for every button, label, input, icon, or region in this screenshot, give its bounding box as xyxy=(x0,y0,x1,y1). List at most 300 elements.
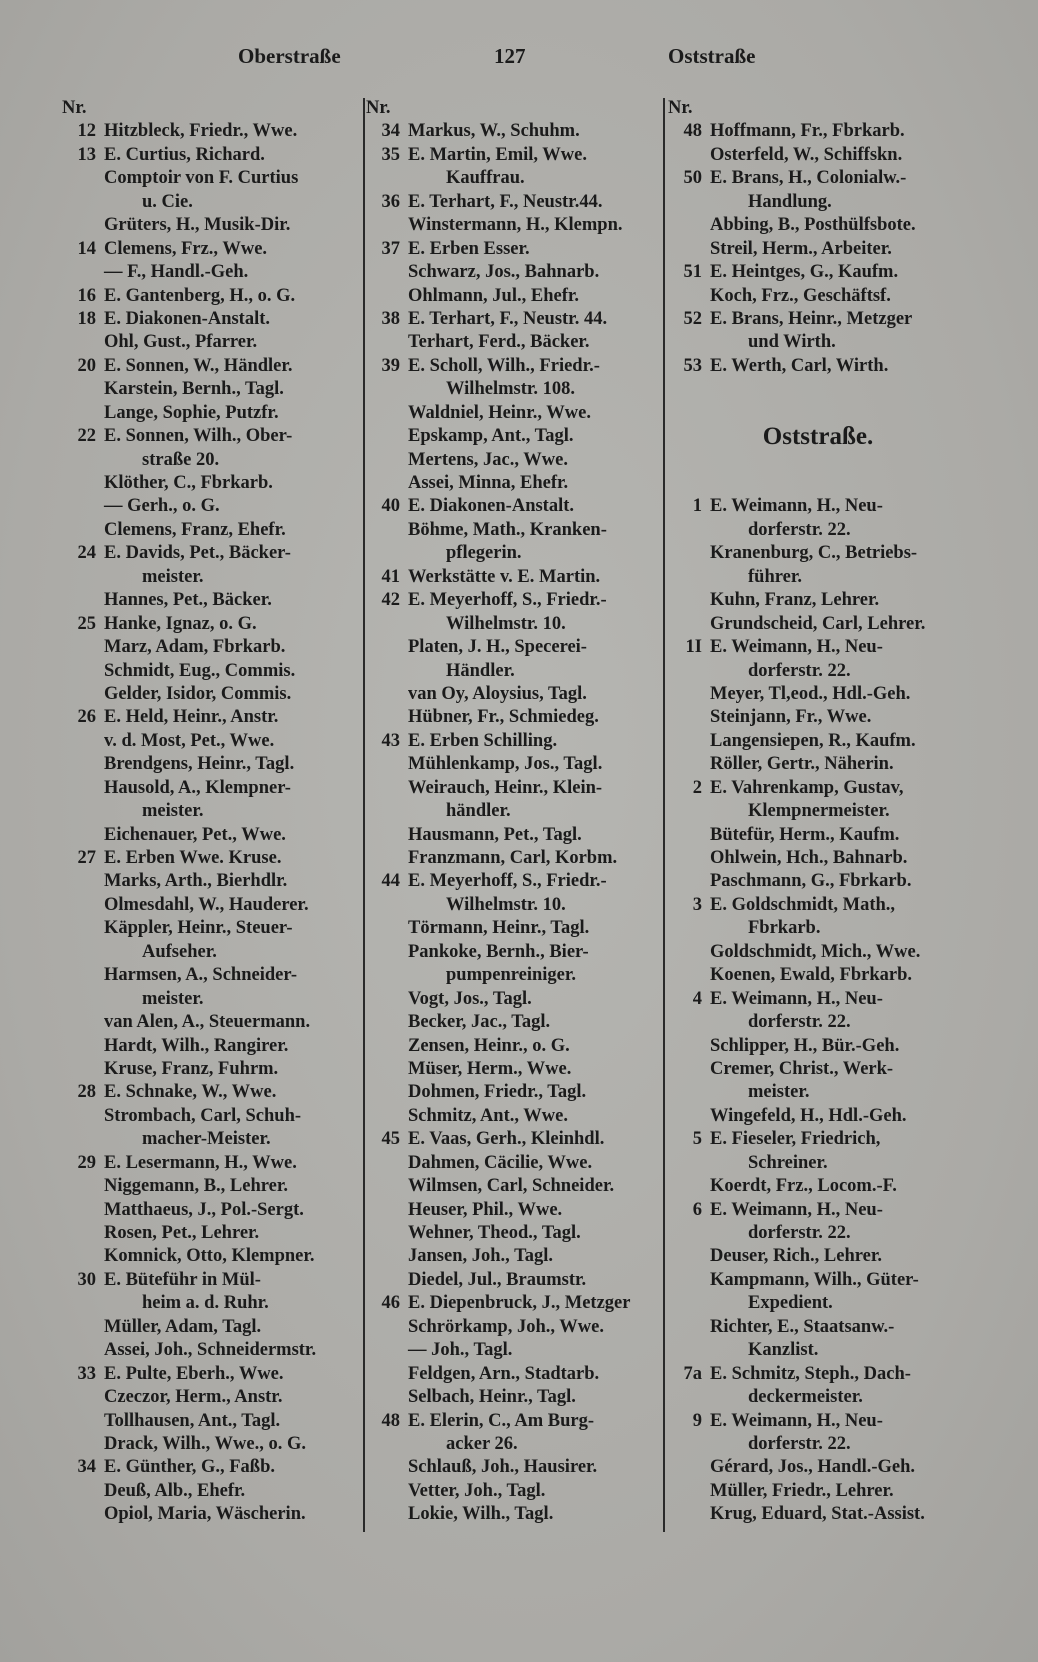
entry-continuation xyxy=(668,1339,968,1362)
entry-text: Wingefeld, H., Hdl.-Geh. xyxy=(710,1105,907,1126)
directory-entry xyxy=(62,331,358,354)
entry-text: Gelder, Isidor, Commis. xyxy=(104,683,292,704)
directory-entry xyxy=(668,964,968,987)
directory-entry xyxy=(668,870,968,893)
directory-entry xyxy=(366,1175,660,1198)
entry-continuation xyxy=(62,1292,358,1315)
entry-text: Krug, Eduard, Stat.-Assist. xyxy=(710,1504,925,1525)
entry-text: Mertens, Jac., Wwe. xyxy=(408,449,568,470)
entry-continuation xyxy=(366,660,660,683)
house-number: 48 xyxy=(381,1410,400,1431)
entry-continuation xyxy=(668,917,968,940)
entry-text: Platen, J. H., Specerei- xyxy=(408,637,587,658)
entry-text: Kruse, Franz, Fuhrm. xyxy=(104,1058,279,1079)
directory-entry xyxy=(62,1480,358,1503)
directory-entry xyxy=(62,1081,358,1104)
entry-text: Schlauß, Joh., Hausirer. xyxy=(408,1457,598,1478)
directory-entry xyxy=(62,120,358,143)
directory-entry xyxy=(366,144,660,167)
house-number: 30 xyxy=(77,1269,96,1290)
directory-entry xyxy=(668,753,968,776)
entry-continuation xyxy=(668,1222,968,1245)
directory-entry xyxy=(366,355,660,378)
directory-entry xyxy=(668,730,968,753)
entry-text: Müser, Herm., Wwe. xyxy=(408,1058,572,1079)
entry-text: Comptoir von F. Curtius xyxy=(104,168,299,189)
directory-entry xyxy=(366,941,660,964)
directory-entry xyxy=(62,1152,358,1175)
directory-entry xyxy=(366,1480,660,1503)
entry-text: Koch, Frz., Geschäftsf. xyxy=(710,285,891,306)
directory-entry xyxy=(366,449,660,472)
entry-text: E. Terhart, F., Neustr. 44. xyxy=(408,308,608,329)
directory-entry xyxy=(366,1011,660,1034)
directory-entry xyxy=(62,472,358,495)
directory-entry xyxy=(366,402,660,425)
entry-text: E. Davids, Pet., Bäcker- xyxy=(104,543,291,564)
entry-text: E. Terhart, F., Neustr.44. xyxy=(408,191,603,212)
entry-text: Hannes, Pet., Bäcker. xyxy=(104,590,272,611)
house-number: 14 xyxy=(77,238,96,259)
directory-entry xyxy=(62,847,358,870)
directory-entry xyxy=(668,261,968,284)
house-number: 34 xyxy=(381,121,400,142)
house-number: 40 xyxy=(381,496,400,517)
entry-continuation xyxy=(668,191,968,214)
directory-entry xyxy=(62,753,358,776)
house-number: 37 xyxy=(381,238,400,259)
entry-text: Tollhausen, Ant., Tagl. xyxy=(104,1410,281,1431)
entry-text: van Alen, A., Steuermann. xyxy=(104,1012,311,1033)
house-number: 5 xyxy=(692,1129,702,1150)
directory-entry xyxy=(668,1456,968,1479)
house-number: 22 xyxy=(77,426,96,447)
house-number: Nr. xyxy=(668,98,693,118)
house-number: 4 xyxy=(692,988,702,1009)
directory-entry xyxy=(62,777,358,800)
directory-entry xyxy=(668,542,968,565)
blank-line xyxy=(668,449,968,472)
directory-entry xyxy=(668,144,968,167)
directory-entry xyxy=(668,308,968,331)
directory-entry xyxy=(62,402,358,425)
entry-text: Schreiner. xyxy=(748,1152,828,1173)
entry-text: E. Brans, H., Colonialw.- xyxy=(710,168,907,189)
entry-text: Hübner, Fr., Schmiedeg. xyxy=(408,707,599,728)
blank-line xyxy=(668,378,968,401)
entry-text: Winstermann, H., Klempn. xyxy=(408,215,623,236)
entry-text: Heuser, Phil., Wwe. xyxy=(408,1199,563,1220)
entry-continuation xyxy=(366,378,660,401)
directory-entry xyxy=(62,1269,358,1292)
directory-entry xyxy=(668,847,968,870)
entry-text: v. d. Most, Pet., Wwe. xyxy=(104,730,275,751)
directory-entry xyxy=(366,1081,660,1104)
entry-continuation xyxy=(668,1152,968,1175)
directory-entry xyxy=(668,1035,968,1058)
directory-entry xyxy=(62,1035,358,1058)
entry-continuation xyxy=(366,613,660,636)
entry-text: Vogt, Jos., Tagl. xyxy=(408,988,532,1009)
directory-entry xyxy=(366,1058,660,1081)
directory-entry xyxy=(668,1503,968,1526)
entry-text: Niggemann, B., Lehrer. xyxy=(104,1176,288,1197)
entry-continuation xyxy=(668,1433,968,1456)
directory-entry xyxy=(668,214,968,237)
entry-text: Koerdt, Frz., Locom.-F. xyxy=(710,1176,897,1197)
directory-entry xyxy=(62,1503,358,1526)
entry-text: Clemens, Franz, Ehefr. xyxy=(104,519,286,540)
directory-entry xyxy=(62,308,358,331)
directory-entry xyxy=(62,613,358,636)
entry-text: Marz, Adam, Fbrkarb. xyxy=(104,637,286,658)
blank-line xyxy=(668,402,968,425)
directory-entry xyxy=(366,1292,660,1315)
entry-text: acker 26. xyxy=(446,1433,518,1454)
directory-entry xyxy=(366,1128,660,1151)
directory-entry xyxy=(668,167,968,190)
directory-entry xyxy=(668,1105,968,1128)
entry-text: meister. xyxy=(142,801,204,822)
street-heading: Oststraße. xyxy=(762,423,874,451)
entry-text: Rosen, Pet., Lehrer. xyxy=(104,1223,260,1243)
entry-text: Karstein, Bernh., Tagl. xyxy=(104,379,284,400)
house-number: 36 xyxy=(381,191,400,212)
entry-text: Hoffmann, Fr., Fbrkarb. xyxy=(710,121,905,142)
entry-text: Jansen, Joh., Tagl. xyxy=(408,1246,553,1267)
blank-line xyxy=(668,472,968,495)
directory-entry xyxy=(668,1175,968,1198)
entry-text: Müller, Adam, Tagl. xyxy=(104,1316,262,1337)
directory-entry xyxy=(668,613,968,636)
entry-text: E. Sonnen, W., Händler. xyxy=(104,355,293,376)
entry-text: Terhart, Ferd., Bäcker. xyxy=(408,332,590,353)
directory-entry xyxy=(62,1386,358,1409)
directory-entry xyxy=(62,144,358,167)
directory-entry xyxy=(62,870,358,893)
entry-text: Deuser, Rich., Lehrer. xyxy=(710,1246,882,1267)
directory-entry xyxy=(668,120,968,143)
directory-entry xyxy=(62,894,358,917)
entry-text: — Joh., Tagl. xyxy=(408,1340,513,1361)
entry-text: macher-Meister. xyxy=(142,1129,271,1150)
house-number: 38 xyxy=(381,308,400,329)
entry-text: E. Goldschmidt, Math., xyxy=(710,894,896,915)
entry-text: E. Vaas, Gerh., Kleinhdl. xyxy=(408,1129,605,1150)
entry-text: Grüters, H., Musik-Dir. xyxy=(104,215,291,236)
entry-continuation xyxy=(366,800,660,823)
entry-text: Hanke, Ignaz, o. G. xyxy=(104,613,257,634)
entry-text: Assei, Minna, Ehefr. xyxy=(408,473,569,493)
directory-entry xyxy=(668,941,968,964)
entry-continuation xyxy=(668,660,968,683)
directory-entry xyxy=(366,777,660,800)
entry-text: Kampmann, Wilh., Güter- xyxy=(710,1269,919,1290)
directory-entry xyxy=(62,683,358,706)
house-number: 3 xyxy=(692,894,702,915)
house-number: 1I xyxy=(685,637,702,658)
entry-continuation xyxy=(62,1128,358,1151)
entry-text: Zensen, Heinr., o. G. xyxy=(408,1035,570,1056)
directory-entry xyxy=(668,589,968,612)
entry-text: Pankoke, Bernh., Bier- xyxy=(408,941,589,962)
entry-text: Richter, E., Staatsanw.- xyxy=(710,1316,895,1337)
entry-text: Müller, Friedr., Lehrer. xyxy=(710,1480,894,1501)
house-number: 6 xyxy=(692,1199,702,1220)
house-number: Nr. xyxy=(62,98,87,118)
entry-text: E. Sonnen, Wilh., Ober- xyxy=(104,426,293,447)
entry-text: E. Büteführ in Mül- xyxy=(104,1269,261,1290)
entry-text: E. Pulte, Eberh., Wwe. xyxy=(104,1363,284,1384)
directory-entry xyxy=(366,917,660,940)
directory-entry xyxy=(62,495,358,518)
entry-text: Dahmen, Cäcilie, Wwe. xyxy=(408,1152,593,1173)
entry-text: Händler. xyxy=(446,660,515,681)
directory-entry xyxy=(62,1105,358,1128)
entry-text: E. Curtius, Richard. xyxy=(104,144,265,165)
directory-entry xyxy=(668,1316,968,1339)
entry-text: Drack, Wilh., Wwe., o. G. xyxy=(104,1433,306,1454)
entry-text: E. Meyerhoff, S., Friedr.- xyxy=(408,871,607,892)
entry-text: Ohlwein, Hch., Bahnarb. xyxy=(710,848,908,868)
house-number: 13 xyxy=(77,144,96,165)
entry-text: Handlung. xyxy=(748,191,832,212)
entry-text: Streil, Herm., Arbeiter. xyxy=(710,238,892,259)
directory-entry xyxy=(366,1363,660,1386)
entry-text: Schmidt, Eug., Commis. xyxy=(104,660,296,681)
directory-entry xyxy=(62,1339,358,1362)
directory-entry xyxy=(668,683,968,706)
directory-entry xyxy=(668,1058,968,1081)
house-number: 43 xyxy=(381,730,400,751)
directory-entry xyxy=(366,191,660,214)
entry-text: Langensiepen, R., Kaufm. xyxy=(710,730,916,751)
entry-text: Schlipper, H., Bür.-Geh. xyxy=(710,1035,900,1056)
entry-text: Eichenauer, Pet., Wwe. xyxy=(104,824,286,845)
directory-entry xyxy=(62,1456,358,1479)
directory-entry xyxy=(668,894,968,917)
entry-text: Olmesdahl, W., Hauderer. xyxy=(104,894,309,915)
entry-continuation xyxy=(668,800,968,823)
entry-text: E. Weimann, H., Neu- xyxy=(710,1410,883,1431)
entry-text: Epskamp, Ant., Tagl. xyxy=(408,426,574,447)
entry-text: Aufseher. xyxy=(142,941,217,962)
directory-entry xyxy=(366,988,660,1011)
entry-text: Dohmen, Friedr., Tagl. xyxy=(408,1082,587,1103)
entry-continuation xyxy=(668,1292,968,1315)
entry-text: heim a. d. Ruhr. xyxy=(142,1293,269,1314)
house-number: 44 xyxy=(381,871,400,892)
directory-entry xyxy=(62,1433,358,1456)
house-number: 12 xyxy=(77,121,96,142)
directory-entry xyxy=(366,285,660,308)
directory-entry xyxy=(366,425,660,448)
entry-text: E. Diakonen-Anstalt. xyxy=(104,308,271,329)
directory-entry xyxy=(366,214,660,237)
house-number: 24 xyxy=(77,543,96,564)
entry-text: Törmann, Heinr., Tagl. xyxy=(408,918,590,939)
entry-text: pumpenreiniger. xyxy=(446,965,577,986)
directory-entry xyxy=(62,1011,358,1034)
entry-text: E. Vahrenkamp, Gustav, xyxy=(710,777,904,798)
entry-text: E. Elerin, C., Am Burg- xyxy=(408,1410,595,1431)
entry-text: händler. xyxy=(446,801,511,822)
entry-continuation xyxy=(366,894,660,917)
entry-text: E. Heintges, G., Kaufm. xyxy=(710,262,899,283)
entry-text: Goldschmidt, Mich., Wwe. xyxy=(710,941,921,962)
entry-text: Fbrkarb. xyxy=(748,918,821,939)
directory-entry xyxy=(62,589,358,612)
directory-entry xyxy=(366,1269,660,1292)
directory-entry xyxy=(366,495,660,518)
entry-text: Paschmann, G., Fbrkarb. xyxy=(710,871,912,892)
house-number: 27 xyxy=(77,848,96,868)
column-divider xyxy=(363,98,365,1532)
entry-continuation xyxy=(366,167,660,190)
running-head-left: Oberstraße xyxy=(238,44,341,68)
entry-continuation xyxy=(366,542,660,565)
directory-entry xyxy=(62,1175,358,1198)
entry-text: E. Fieseler, Friedrich, xyxy=(710,1129,881,1150)
entry-continuation xyxy=(62,988,358,1011)
directory-entry xyxy=(668,1363,968,1386)
house-number: 9 xyxy=(692,1410,702,1431)
house-number: 26 xyxy=(77,707,96,728)
entry-text: Vetter, Joh., Tagl. xyxy=(408,1480,546,1501)
entry-text: E. Schmitz, Steph., Dach- xyxy=(710,1363,911,1384)
directory-entry xyxy=(62,238,358,261)
entry-text: Kranenburg, C., Betriebs- xyxy=(710,543,918,564)
entry-text: Grundscheid, Carl, Lehrer. xyxy=(710,613,926,634)
directory-entry xyxy=(62,167,358,190)
house-number: 41 xyxy=(381,566,400,587)
directory-entry xyxy=(62,1316,358,1339)
column-divider xyxy=(663,98,665,1532)
directory-entry xyxy=(366,1316,660,1339)
entry-text: und Wirth. xyxy=(748,332,836,353)
entry-continuation xyxy=(366,964,660,987)
directory-entry xyxy=(62,1410,358,1433)
directory-entry xyxy=(62,519,358,542)
entry-text: Hitzbleck, Friedr., Wwe. xyxy=(104,121,298,142)
entry-text: E. Scholl, Wilh., Friedr.- xyxy=(408,355,600,376)
entry-text: — F., Handl.-Geh. xyxy=(104,262,249,283)
entry-continuation xyxy=(668,331,968,354)
directory-entry xyxy=(366,1386,660,1409)
entry-text: Röller, Gertr., Näherin. xyxy=(710,754,894,775)
entry-continuation xyxy=(62,191,358,214)
entry-text: Hardt, Wilh., Rangirer. xyxy=(104,1035,289,1056)
directory-entry xyxy=(668,285,968,308)
entry-text: meister. xyxy=(142,988,204,1009)
entry-text: E. Schnake, W., Wwe. xyxy=(104,1082,277,1103)
running-head-right: Oststraße xyxy=(668,44,756,68)
house-number: 52 xyxy=(683,308,702,329)
entry-text: Diedel, Jul., Braumstr. xyxy=(408,1269,587,1290)
entry-text: Strombach, Carl, Schuh- xyxy=(104,1105,302,1126)
entry-text: E. Erben Esser. xyxy=(408,238,530,259)
house-number: 2 xyxy=(692,777,702,798)
entry-text: E. Weimann, H., Neu- xyxy=(710,496,883,517)
directory-entry xyxy=(366,1152,660,1175)
house-number: 35 xyxy=(381,144,400,165)
entry-text: u. Cie. xyxy=(142,191,193,212)
entry-text: Hausmann, Pet., Tagl. xyxy=(408,824,582,845)
house-number: 7a xyxy=(683,1363,702,1384)
entry-text: Böhme, Math., Kranken- xyxy=(408,519,607,540)
directory-entry xyxy=(668,355,968,378)
entry-text: Wilhelmstr. 10. xyxy=(446,613,566,634)
entry-text: E. Meyerhoff, S., Friedr.- xyxy=(408,590,607,611)
directory-entry xyxy=(366,730,660,753)
directory-entry xyxy=(62,660,358,683)
entry-continuation xyxy=(62,449,358,472)
directory-entry xyxy=(668,1480,968,1503)
entry-text: Franzmann, Carl, Korbm. xyxy=(408,848,618,868)
entry-text: E. Weimann, H., Neu- xyxy=(710,1199,883,1220)
directory-entry xyxy=(668,1245,968,1268)
entry-text: Ohlmann, Jul., Ehefr. xyxy=(408,285,579,306)
house-number: 42 xyxy=(381,590,400,611)
column-header xyxy=(668,97,968,120)
entry-text: Schwarz, Jos., Bahnarb. xyxy=(408,262,600,283)
entry-text: Feldgen, Arn., Stadtarb. xyxy=(408,1363,600,1384)
entry-text: Selbach, Heinr., Tagl. xyxy=(408,1387,576,1408)
directory-entry xyxy=(668,988,968,1011)
entry-text: Abbing, B., Posthülfsbote. xyxy=(710,215,916,236)
entry-text: Kuhn, Franz, Lehrer. xyxy=(710,590,880,611)
house-number: 39 xyxy=(381,355,400,376)
entry-text: Matthaeus, J., Pol.-Sergt. xyxy=(104,1199,304,1220)
entry-text: Wilhelmstr. 10. xyxy=(446,894,566,915)
column-header xyxy=(366,97,660,120)
page-number: 127 xyxy=(494,44,526,68)
entry-text: Opiol, Maria, Wäscherin. xyxy=(104,1504,306,1525)
directory-entry xyxy=(668,1410,968,1433)
directory-entry xyxy=(366,1035,660,1058)
entry-text: Steinjann, Fr., Wwe. xyxy=(710,707,872,728)
house-number: 33 xyxy=(77,1363,96,1384)
entry-text: Markus, W., Schuhm. xyxy=(408,121,580,142)
directory-entry xyxy=(366,1245,660,1268)
directory-entry xyxy=(62,964,358,987)
directory-entry xyxy=(366,1503,660,1526)
directory-entry xyxy=(366,683,660,706)
entry-text: meister. xyxy=(748,1082,810,1103)
entry-text: führer. xyxy=(748,566,802,587)
directory-entry xyxy=(366,519,660,542)
directory-entry xyxy=(366,261,660,284)
entry-text: E. Weimann, H., Neu- xyxy=(710,988,883,1009)
entry-continuation xyxy=(62,566,358,589)
entry-text: Marks, Arth., Bierhdlr. xyxy=(104,871,288,892)
entry-text: Klöther, C., Fbrkarb. xyxy=(104,473,273,493)
house-number: 18 xyxy=(77,308,96,329)
entry-text: Brendgens, Heinr., Tagl. xyxy=(104,754,295,775)
directory-entry xyxy=(366,636,660,659)
entry-text: Komnick, Otto, Klempner. xyxy=(104,1246,315,1267)
entry-text: Czeczor, Herm., Anstr. xyxy=(104,1387,283,1408)
entry-text: E. Weimann, H., Neu- xyxy=(710,637,883,658)
directory-entry xyxy=(62,1199,358,1222)
entry-continuation xyxy=(366,1433,660,1456)
house-number: 29 xyxy=(77,1152,96,1173)
directory-entry xyxy=(366,1410,660,1433)
entry-text: Ohl, Gust., Pfarrer. xyxy=(104,332,258,353)
directory-entry xyxy=(62,214,358,237)
directory-entry xyxy=(366,589,660,612)
entry-text: meister. xyxy=(142,566,204,587)
